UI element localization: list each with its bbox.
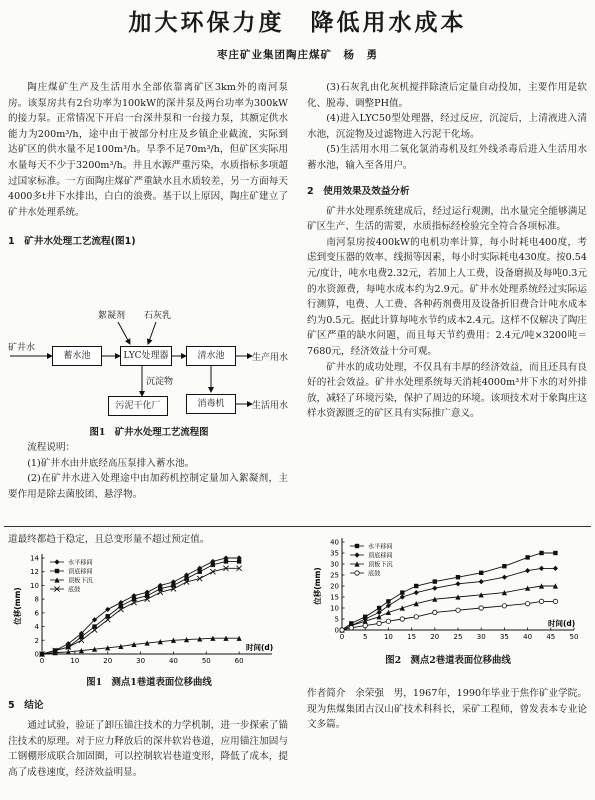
data-point	[400, 594, 405, 599]
series-line	[342, 568, 555, 630]
x-tick-label: 50	[569, 633, 579, 641]
data-point	[363, 623, 367, 627]
y-tick-label: 8	[34, 595, 39, 604]
data-point	[502, 575, 507, 580]
flow-industrial-label: 生产用水	[252, 353, 289, 363]
legend-label: 底鼓	[368, 570, 381, 578]
x-tick-label: 0	[339, 633, 345, 641]
x-tick-label: 20	[430, 633, 440, 641]
series-line	[342, 586, 555, 630]
data-point	[433, 610, 437, 614]
legend-label: 底鼓	[68, 586, 81, 594]
chart-2-caption: 图2 测点2巷道表面位移曲线	[385, 655, 511, 666]
x-tick-label: 30	[476, 633, 486, 641]
section-2-heading: 2 使用效果及效益分析	[307, 185, 410, 197]
legend-label: 水平移间	[68, 559, 93, 567]
legend-marker	[54, 559, 59, 564]
data-point	[340, 628, 344, 632]
x-tick-label: 15	[407, 633, 417, 641]
chart-2-svg	[302, 532, 592, 650]
x-tick-label: 0	[39, 657, 45, 665]
prior-article-tail: 道最终都趋于稳定，且总变形量不超过预定值。	[8, 534, 210, 545]
data-point	[400, 590, 404, 594]
y-tick-label: 15	[330, 593, 339, 602]
legend-label: 顶板下沉	[68, 577, 93, 585]
flow-domestic-label: 生活用水	[252, 401, 289, 411]
x-tick-label: 30	[136, 657, 146, 665]
legend-label: 顶底移间	[68, 568, 93, 576]
section-5-heading: 5 结论	[8, 700, 44, 711]
data-point	[479, 571, 483, 575]
bottom-left-intro	[8, 532, 288, 548]
y-tick-label: 2	[34, 636, 39, 645]
data-point	[210, 569, 215, 574]
author-bio	[307, 686, 587, 733]
y-tick-label: 30	[330, 560, 339, 569]
y-tick-label: 20	[330, 582, 339, 591]
x-axis-label: 时间(d)	[246, 643, 274, 652]
legend-label: 顶底移间	[368, 552, 393, 560]
data-point	[197, 576, 202, 581]
x-tick-label: 35	[499, 633, 509, 641]
byline: 枣庄矿业集团陶庄煤矿 杨 勇	[217, 49, 378, 61]
y-axis-label: 位移(mm)	[13, 587, 22, 625]
data-point	[525, 555, 529, 559]
data-point	[539, 566, 544, 571]
flow-tank-box: 蓄水池	[52, 346, 102, 366]
x-tick-label: 60	[234, 657, 244, 665]
flowchart-caption: 图1 矿井水处理工艺流程图	[89, 427, 209, 438]
y-tick-label: 4	[34, 623, 39, 632]
data-point	[456, 608, 460, 612]
page-title: 加大环保力度 降低用水成本	[128, 10, 467, 36]
y-tick-label: 0	[34, 650, 39, 659]
data-point	[525, 568, 530, 573]
data-point	[237, 559, 241, 563]
flow-lime-label: 石灰乳	[144, 311, 172, 321]
data-point	[433, 579, 437, 583]
series-line	[342, 601, 555, 630]
data-point	[539, 599, 543, 603]
flow-processor-box: LYC处理器	[120, 346, 172, 366]
author-bio-text: 作者简介 余荣强 男，1967年，1990年毕业于焦作矿业学院。现为焦煤集团古汉山矿技术科科长，采矿工程师，曾发表本专业论文多篇。	[307, 688, 587, 731]
y-tick-label: 40	[330, 538, 339, 547]
x-tick-label: 10	[70, 657, 80, 665]
data-point	[553, 566, 558, 571]
flow-sludge-box: 污泥干化厂	[108, 396, 168, 416]
x-tick-label: 20	[103, 657, 113, 665]
data-point	[386, 610, 391, 615]
data-point	[455, 581, 460, 586]
flow-step-3: (3)石灰乳由化灰机搅拌除渣后定量自动投加，主要作用是软化、脱毒、调整PH值。	[307, 82, 587, 109]
x-tick-label: 40	[523, 633, 533, 641]
data-point	[479, 579, 484, 584]
effect-paragraph-3: 矿井水的成功处理，不仅具有丰厚的经济效益，而且还具有良好的社会效益。矿井水处理系统每天消耗4000m³井下水的对外排放，减轻了环境污染，保护了周边的环境。该项技术对于象陶庄这样水资源匮乏的矿区具有实际推广意义。	[307, 361, 587, 420]
y-tick-label: 5	[334, 615, 339, 624]
flow-step-1: (1)矿井水由井底经高压泵排入蓄水池。	[27, 457, 195, 469]
flow-description-title: 流程说明：	[27, 442, 76, 453]
chart-1-caption: 图1 测点1巷道表面位移曲线	[86, 677, 212, 688]
conclusion-block	[8, 698, 288, 780]
process-flowchart	[8, 300, 290, 420]
section-divider	[4, 526, 591, 527]
x-tick-label: 40	[168, 657, 178, 665]
legend-label: 顶板下沉	[368, 561, 393, 569]
x-tick-label: 25	[453, 633, 463, 641]
data-point	[377, 606, 381, 610]
data-point	[502, 604, 506, 608]
flow-sediment-label: 沉淀物	[146, 377, 174, 387]
data-point	[456, 575, 460, 579]
legend-marker	[55, 569, 59, 573]
x-tick-label: 50	[201, 657, 211, 665]
data-point	[414, 590, 419, 595]
y-tick-label: 35	[330, 549, 339, 558]
flow-inlet-label: 矿井水	[8, 343, 36, 353]
conclusion-paragraph: 通过试验，验证了卸压锚注技术的力学机制，进一步探索了锚注技术的原理。对于应力释放后的深井软岩巷道，应用锚注加固与工钢棚形成联合加固圈，可以控制软岩巷道变形，降低了成本，提高了成巷速度，经济效益明显。	[8, 720, 288, 778]
data-point	[539, 551, 543, 555]
y-tick-label: 25	[330, 571, 339, 580]
data-point	[553, 551, 557, 555]
y-tick-label: 10	[330, 604, 339, 613]
data-point	[400, 605, 405, 610]
flow-step-2: (2)在矿井水进入处理途中由加药机控制定量加入絮凝剂，主要作用是除去菌胶团、悬浮物。	[8, 473, 288, 500]
y-tick-label: 14	[30, 554, 39, 563]
flow-disinfector-box: 消毒机	[186, 394, 236, 414]
legend-marker	[354, 552, 359, 557]
data-point	[479, 606, 483, 610]
legend-label: 水平移间	[368, 543, 393, 551]
right-column	[307, 80, 587, 422]
data-point	[525, 601, 529, 605]
x-tick-label: 45	[546, 633, 556, 641]
flow-clear-tank-box: 清水池	[186, 346, 236, 366]
legend-marker	[355, 544, 359, 548]
y-tick-label: 12	[30, 568, 39, 577]
chart-1	[4, 548, 288, 672]
data-point	[377, 621, 381, 625]
data-point	[386, 599, 390, 603]
data-point	[377, 614, 382, 619]
effect-paragraph-1: 矿井水处理系统建成后，经过运行观测，出水量完全能够满足矿区生产、生活的需要，水质指标经检验完全符合各项标准。	[307, 205, 587, 233]
legend-marker	[355, 571, 359, 575]
effect-paragraph-2: 南河泵房按400kW的电机功率计算，每小时耗电400度，考虑到变压器的效率、线损等因素，每小时实际耗电430度。按0.54元/度计，吨水电费2.32元，若加上人工费，设备磨损及每吨0.3元的水资源费，每吨水成本约为2.9元。矿井水处理系统经过实际运行测算，电费、人工费、各种药剂费用及设备折旧费合计吨水成本约为0.5元。据此计算每吨水节约成本2.4元。这样不仅解决了陶庄矿区严重的缺水问题，而且每天节约费用：2.4元/吨×3200吨＝7680元，经济效益十分可观。	[307, 236, 587, 357]
flow-description	[8, 440, 288, 502]
flow-flocculant-label: 絮凝剂	[98, 311, 126, 321]
x-axis-label: 时间(d)	[548, 619, 576, 628]
data-point	[414, 584, 418, 588]
data-point	[432, 586, 437, 591]
data-point	[400, 617, 404, 621]
section-1-heading: 1 矿井水处理工艺流程(图1)	[8, 236, 136, 248]
x-tick-label: 5	[362, 633, 368, 641]
data-point	[414, 615, 418, 619]
y-tick-label: 0	[334, 626, 339, 635]
left-column	[8, 80, 288, 250]
x-tick-label: 10	[383, 633, 393, 641]
chart-1-svg	[4, 548, 288, 672]
data-point	[386, 619, 390, 623]
data-point	[211, 563, 215, 567]
data-point	[349, 626, 353, 630]
y-tick-label: 6	[34, 609, 39, 618]
data-point	[502, 564, 506, 568]
y-axis-label: 位移(mm)	[313, 567, 322, 605]
data-point	[198, 570, 202, 574]
flow-step-4: (4)进入LYC50型处理器，经过反应，沉淀后，上清液进入清水池，沉淀物及过滤物进入污泥干化场。	[307, 113, 587, 140]
flow-step-5: (5)生活用水用二氧化氯消毒机及红外线杀毒后进入生活用水蓄水池，输入至各用户。	[307, 144, 587, 171]
data-point	[224, 559, 228, 563]
intro-paragraph: 陶庄煤矿生产及生活用水全部依靠离矿区3km外的南河泵房。该泵房共有2台功率为100kW的深井泵及两台功率为300kW的接力泵。正常情况下开启一台深井泵和一台接力泵，其额定供水能力为200m³/h，途中由于被部分村庄及乡镇企业截流，实际到达矿区的供水量不足100m³/h。旱季不足70m³/h，但矿区实际用水量每天不少于3200m³/h。井且水源严重污染，水质指标多项超过国家标准。一方面陶庄煤矿严重缺水且水质较差，另一方面每天4000多t井下水排出，白白的浪费。基于以上原因，陶庄矿建立了矿井水处理系统。	[8, 82, 288, 218]
chart-2	[302, 532, 592, 650]
y-tick-label: 10	[30, 581, 39, 590]
data-point	[553, 599, 557, 603]
